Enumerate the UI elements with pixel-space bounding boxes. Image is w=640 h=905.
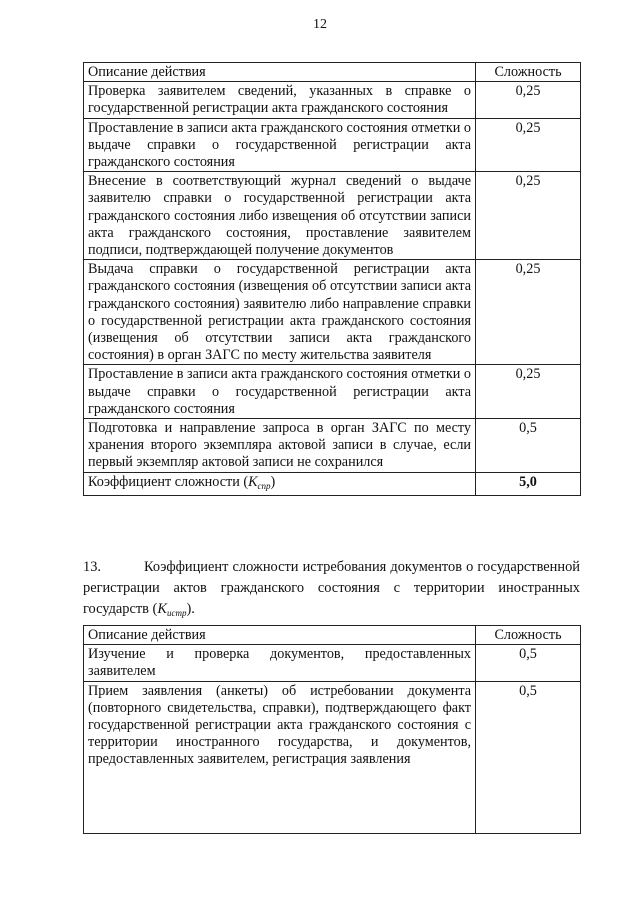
row-complexity: 0,5 bbox=[476, 681, 581, 833]
table-header-row bbox=[84, 626, 581, 645]
total-row bbox=[84, 472, 581, 495]
section-number: 13. bbox=[83, 559, 101, 575]
table-row bbox=[84, 419, 581, 473]
complexity-table-1 bbox=[83, 62, 581, 496]
row-complexity: 0,25 bbox=[476, 82, 581, 118]
row-description: Подготовка и направление запроса в орган ЗАГС по месту хранения второго экземпляра актовой записи в случае, если первый экземпляр актовой записи не сохранился bbox=[84, 419, 476, 473]
section-13-paragraph: 13. Коэффициент сложности истребования документов о государственной регистрации актов гражданского состояния с территории иностранных государств $(K_{истр})$. bbox=[83, 559, 580, 618]
complexity-table-2 bbox=[83, 625, 581, 834]
row-description: Проставление в записи акта гражданского состояния отметки о выдаче справки о государственной регистрации акта гражданского состояния bbox=[84, 118, 476, 172]
row-complexity: 0,5 bbox=[476, 419, 581, 473]
row-complexity: 0,25 bbox=[476, 172, 581, 260]
row-description: Проставление в записи акта гражданского состояния отметки о выдаче справки о государственной регистрации акта гражданского состояния bbox=[84, 365, 476, 419]
table-header-row bbox=[84, 63, 581, 82]
row-description: Внесение в соответствующий журнал сведений о выдаче заявителю справки о государственной регистрации акта гражданского состояния либо извещения об отсутствии записи акта гражданского состояния, проставление заявителем подписи, подтверждающей получение документов bbox=[84, 172, 476, 260]
row-description: Изучение и проверка документов, предоставленных заявителем bbox=[84, 645, 476, 681]
row-complexity: 0,25 bbox=[476, 118, 581, 172]
table-row bbox=[84, 82, 581, 118]
table-row bbox=[84, 118, 581, 172]
table-row bbox=[84, 260, 581, 365]
total-label: Коэффициент сложности $(K_{спр})$ bbox=[84, 472, 476, 495]
header-complexity: Сложность bbox=[476, 63, 581, 82]
header-description: Описание действия bbox=[84, 63, 476, 82]
row-complexity: 0,25 bbox=[476, 260, 581, 365]
row-description: Выдача справки о государственной регистрации акта гражданского состояния (извещения об отсутствии записи акта гражданского состояния) заявителю либо направление справки о государственной регистрации акта гражданского состояния (извещения об отсутствии записи акта гражданского состояния) в орган ЗАГС по месту жительства заявителя bbox=[84, 260, 476, 365]
section-text: Коэффициент сложности истребования документов о государственной регистрации актов гражданского состояния с территории иностранных государств ( bbox=[83, 559, 580, 617]
row-complexity: 0,5 bbox=[476, 645, 581, 681]
header-complexity: Сложность bbox=[476, 626, 581, 645]
table-row bbox=[84, 365, 581, 419]
total-value: 5,0 bbox=[476, 472, 581, 495]
row-complexity: 0,25 bbox=[476, 365, 581, 419]
table-row bbox=[84, 172, 581, 260]
table-row bbox=[84, 645, 581, 681]
row-description: Прием заявления (анкеты) об истребовании документа (повторного свидетельства, справки), подтверждающего факт государственной регистрации акта гражданского состояния с территории иностранного государства, и документов, предоставленных заявителем, регистрация заявления bbox=[84, 681, 476, 833]
row-description: Проверка заявителем сведений, указанных в справке о государственной регистрации акта гражданского состояния bbox=[84, 82, 476, 118]
table-row bbox=[84, 681, 581, 833]
header-description: Описание действия bbox=[84, 626, 476, 645]
page-number: 12 bbox=[313, 17, 327, 32]
